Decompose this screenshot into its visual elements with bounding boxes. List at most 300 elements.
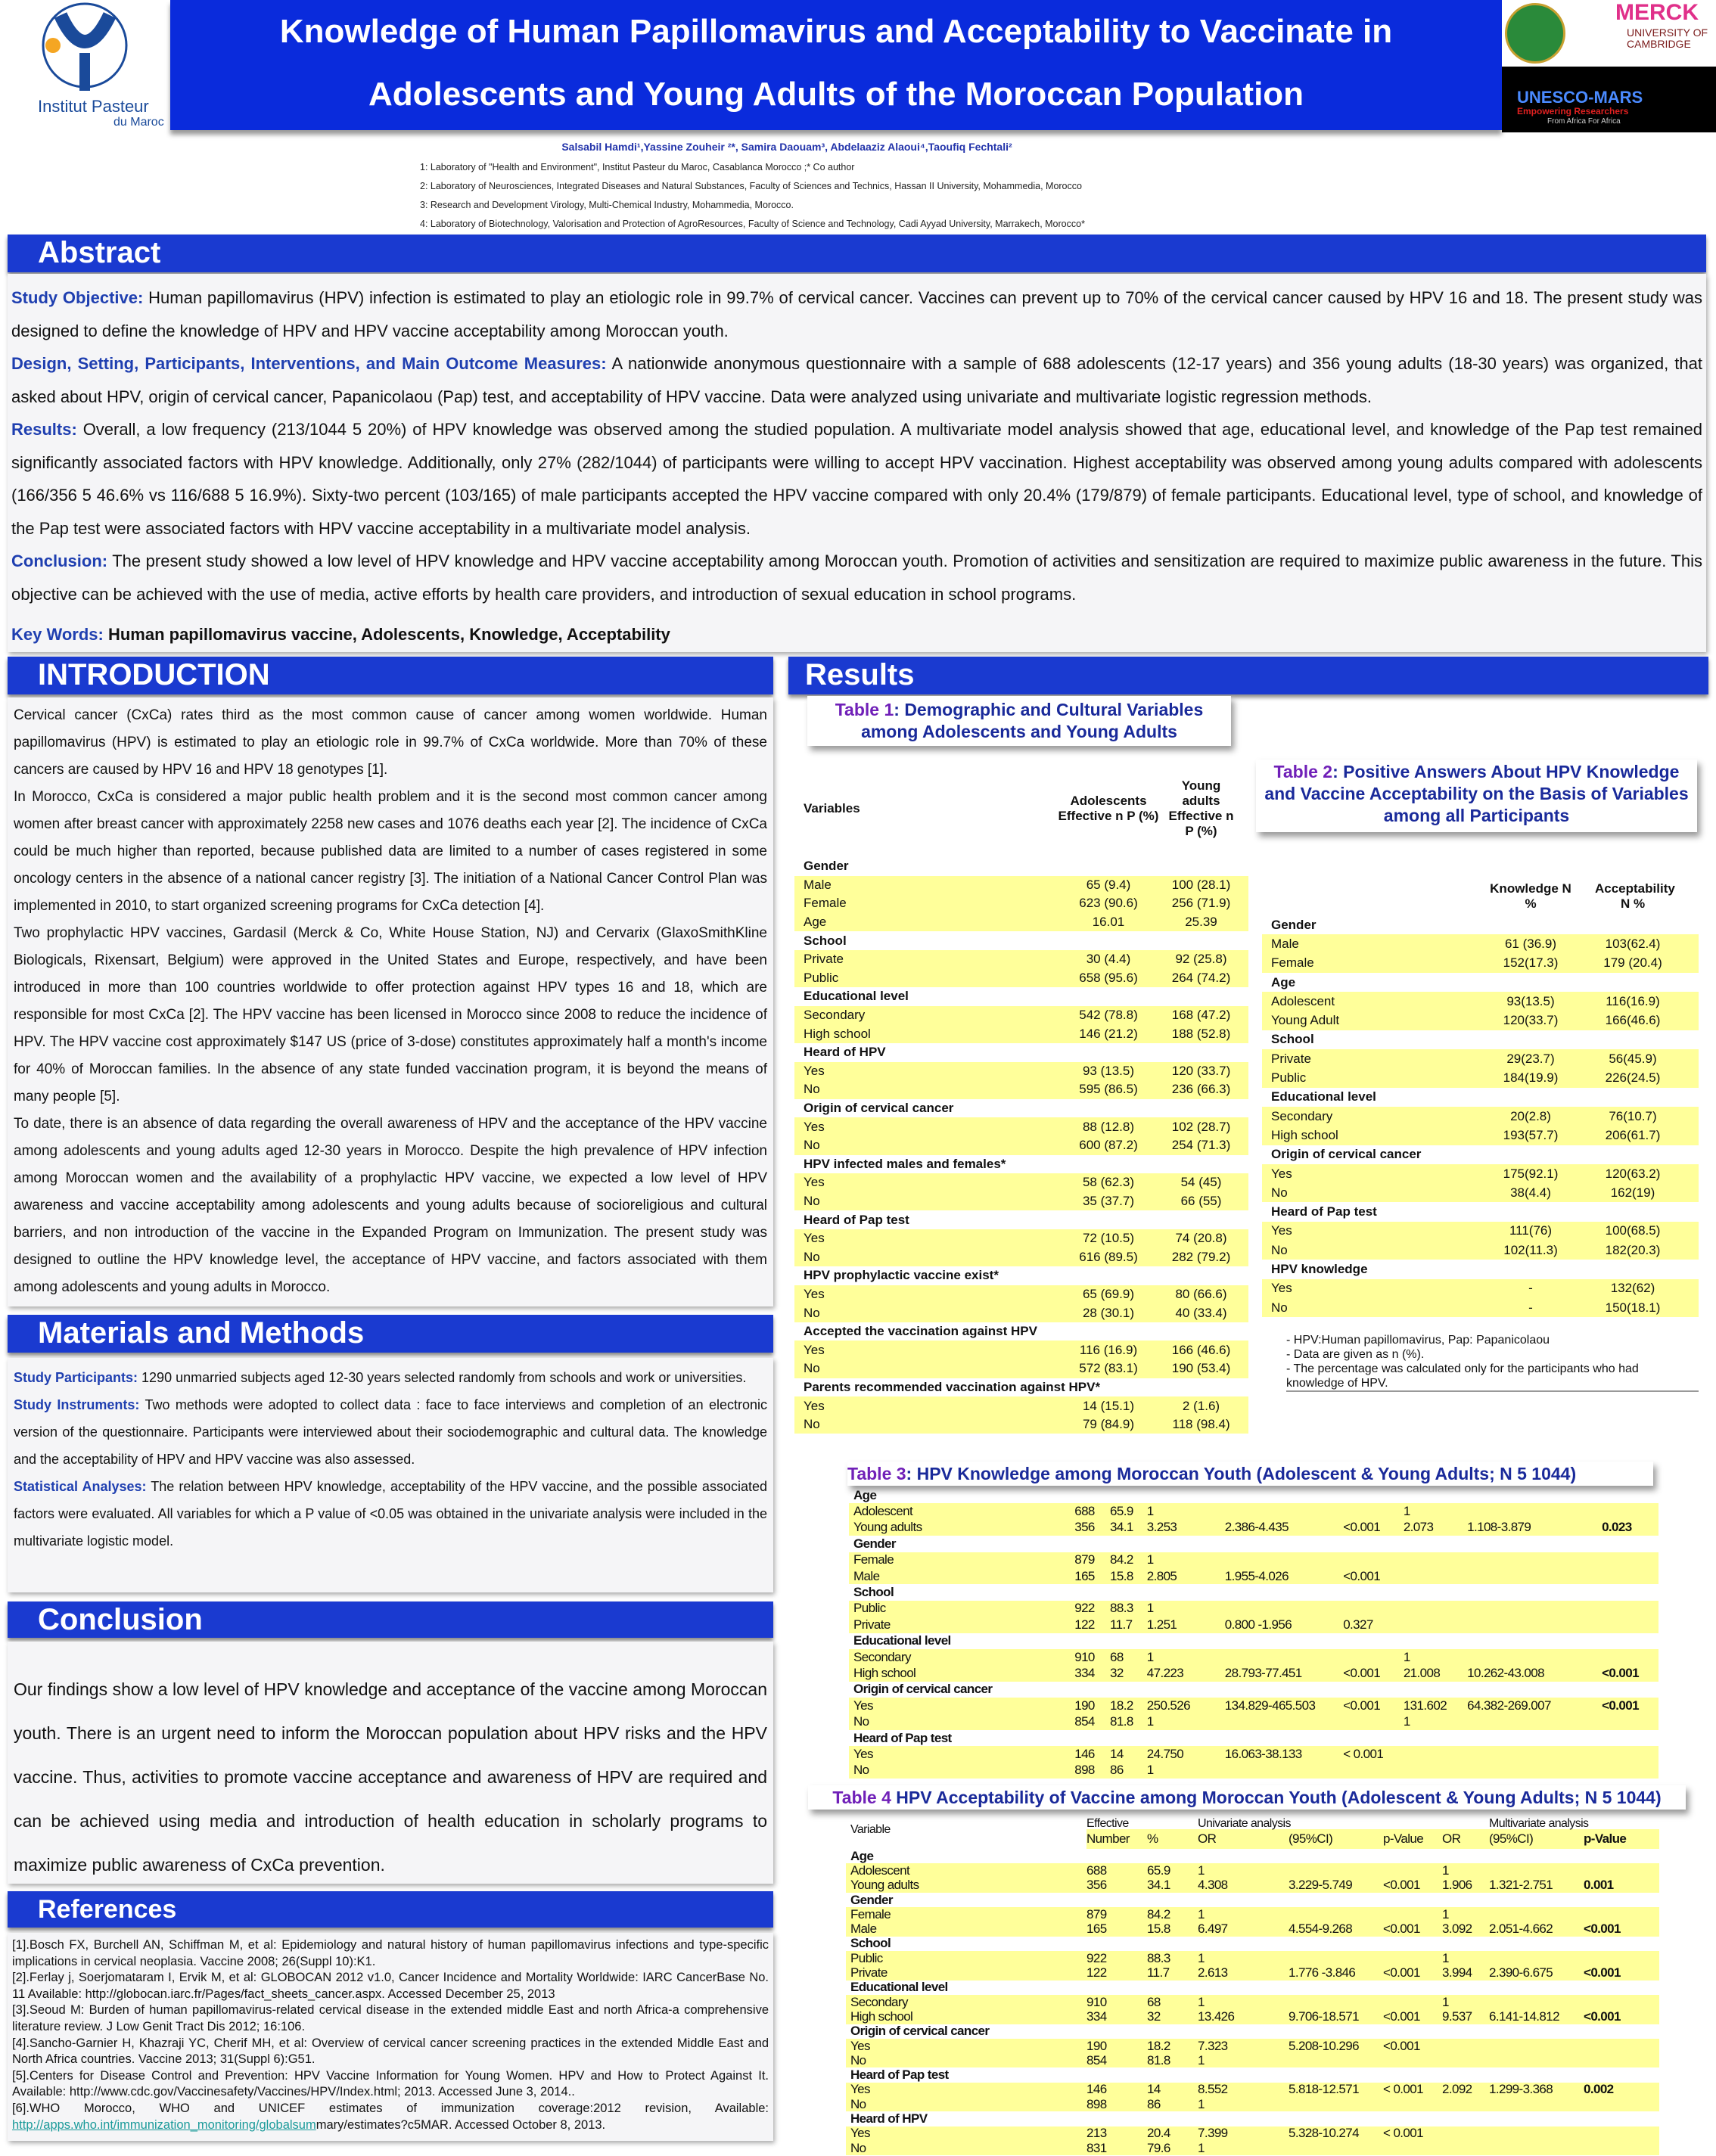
- table-row: [1262, 1068, 1699, 1087]
- table-cell: 68: [1147, 1994, 1161, 2009]
- reference-item: [5].Centers for Disease Control and Prevention: HPV Vaccine Information for Young Women. HPV and How to Protect Against It. Available: http://www.cdc.gov/Vaccinesafety/Vaccines/HPV/Index.html; 2013. Accessed June 3, 2014..: [12, 2068, 769, 2099]
- table-group-row: [846, 1849, 1659, 1863]
- table-cell: 0.327: [1343, 1617, 1373, 1632]
- table-cell: 282 (79.2): [1171, 1249, 1231, 1264]
- row-label: Yes: [853, 1698, 873, 1713]
- row-label: Educational level: [850, 1980, 948, 1995]
- table-cell: <0.001: [1584, 2008, 1621, 2024]
- abstract-heading: Abstract: [8, 235, 1706, 272]
- paragraph: Two prophylactic HPV vaccines, Gardasil (Merck & Co, White House Station, NJ) and Cervarix (GlaxoSmithKline Biologicals, Rixensart, Belgium) were approved in the United States and Europe, respectively, and have been introduced in more than 100 countries worldwide to offer protection against HPV types 16 and 18, which are responsible for most CxCa [2]. The HPV vaccine has been licensed in Morocco since 2008 to reduce the incidence of HPV. The HPV vaccine cost approximately $147 US (price of 3-dose) constitutes approximately half a month's income for 40% of Moroccan families. In the absence of any state funded vaccination program, it is beyond the means of many people [5].: [14, 925, 767, 1104]
- table-cell: 623 (90.6): [1079, 896, 1138, 911]
- table-row: [794, 969, 1248, 988]
- table-row: [794, 1359, 1248, 1378]
- table-row: [846, 2141, 1659, 2155]
- table-cell: 1: [1403, 1649, 1410, 1664]
- row-label: Yes: [804, 1175, 825, 1190]
- table-row: [1262, 1222, 1699, 1241]
- row-label: Yes: [853, 1746, 873, 1761]
- row-label: Public: [853, 1601, 886, 1616]
- table-cell: (95%CI): [1489, 1831, 1534, 1846]
- table-row: [1262, 1279, 1699, 1298]
- table-row: [849, 1649, 1658, 1665]
- row-label: Heard of HPV: [804, 1045, 886, 1060]
- table-cell: 688: [1086, 1862, 1107, 1878]
- table-cell: 166(46.6): [1605, 1013, 1661, 1028]
- table-cell: 6.497: [1198, 1921, 1228, 1937]
- table-cell: <0.001: [1343, 1665, 1381, 1680]
- reference-item: [4].Sancho-Garnier H, Khazraji YC, Cherif MH, et al: Overview of cervical cancer screening practices in the extended Middle East and North Africa countries. Vaccine 2013; 31(Suppl 6):G51.: [12, 2036, 769, 2067]
- table-cell: 34.1: [1147, 1878, 1170, 1893]
- table4-header-top: Variable Effective Univariate analysis Multivariate analysis: [850, 1817, 1589, 1836]
- table-cell: 14 (15.1): [1082, 1398, 1135, 1413]
- table-row: [846, 1951, 1659, 1965]
- table-group-row: [794, 857, 1248, 876]
- poster-title: Knowledge of Human Papillomavirus and Acceptability to Vaccinate in Adolescents and Young Adults of the Moroccan Population: [170, 0, 1502, 130]
- table-cell: <0.001: [1383, 1878, 1420, 1893]
- row-label: No: [804, 1082, 820, 1097]
- table-group-row: [1262, 1088, 1699, 1107]
- table-cell: 102 (28.7): [1171, 1119, 1231, 1134]
- table-row: [794, 894, 1248, 913]
- row-label: Heard of Pap test: [853, 1730, 952, 1745]
- table-row: [846, 1863, 1659, 1878]
- conclusion-body: Our findings show a low level of HPV knowledge and acceptance of the vaccine among Moroccan youth. There is an urgent need to inform the Moroccan population about HPV risks and the HPV vaccine. Thus, activities to promote vaccine acceptance and awareness of HPV are required and can be achieved using media and introduction of health education in scholarly programs to maximize public awareness of CxCa prevention.: [8, 1642, 773, 1884]
- table-cell: 146: [1086, 2082, 1107, 2097]
- table-cell: 184(19.9): [1503, 1070, 1559, 1086]
- table-group-row: [846, 2111, 1659, 2126]
- row-label: HPV prophylactic vaccine exist*: [804, 1268, 999, 1283]
- paragraph: In Morocco, CxCa is considered a major public health problem and it is the second most common cancer among women after breast cancer with approximately 2258 new cases and 1076 deaths each year [2]. The incidence of CxCa could be much higher than reported, because published data are limited to a number of cases registered in some oncology centers in the absence of a national cancer registry [3]. The initiation of a National Cancer Control Plan was implemented in 2010, to start organized screening programs for CxCa detection [4].: [14, 789, 767, 914]
- methods-body: [8, 1358, 773, 1592]
- table-row: [849, 1665, 1658, 1681]
- table-cell: -: [1528, 1281, 1533, 1296]
- table-cell: 0.001: [1584, 1878, 1614, 1893]
- reference-item: [2].Ferlay j, Soerjomataram I, Ervik M, et al: GLOBOCAN 2012 v1.0, Cancer Incidence and Mortality Worldwide: IARC CancerBase No. 11 Available: http://globocan.iarc.fr/Pages/fact_sheets_cancer.aspx. Accessed December 25, 2013: [12, 1971, 769, 2001]
- row-label: No: [804, 1305, 820, 1320]
- table-cell: <0.001: [1584, 1965, 1621, 1980]
- table-cell: 35 (37.7): [1082, 1193, 1135, 1208]
- table-cell: 28.793-77.451: [1224, 1665, 1302, 1680]
- table-row: [849, 1503, 1658, 1519]
- table-cell: 688: [1074, 1504, 1095, 1519]
- table-cell: 1: [1146, 1763, 1154, 1778]
- row-label: Adolescent: [1271, 993, 1335, 1008]
- table-cell: < 0.001: [1383, 2082, 1423, 2097]
- table-cell: 165: [1074, 1568, 1095, 1583]
- reference-item: [1].Bosch FX, Burchell AN, Schiffman M, et al: Epidemiology and natural history of human papillomavirus infections and type-specific implications in cervical neoplasia. Vaccine 2008; 26(Suppl 10):K1.: [12, 1938, 769, 1968]
- row-label: Male: [804, 877, 832, 892]
- table-cell: 4.554-9.268: [1289, 1921, 1353, 1937]
- table-cell: 76(10.7): [1609, 1108, 1657, 1123]
- table-cell: 10.262-43.008: [1467, 1665, 1544, 1680]
- table-cell: -: [1528, 1300, 1533, 1315]
- table-row: [849, 1617, 1658, 1633]
- table-cell: 20.4: [1147, 2126, 1170, 2141]
- table-cell: 150(18.1): [1605, 1300, 1661, 1315]
- row-label: High school: [853, 1665, 916, 1680]
- table-group-row: [846, 1980, 1659, 1995]
- table-cell: OR: [1442, 1831, 1461, 1846]
- abstract-conclusion: Conclusion: The present study showed a low level of HPV knowledge and HPV vaccine acceptability among Moroccan youth. Promotion of activities and sensitization are required to maximize public awareness in the future. This objective can be achieved with the use of media, active efforts by health care providers, and introduction of sexual education in school programs.: [11, 551, 1702, 604]
- table-cell: 111(76): [1509, 1223, 1553, 1238]
- table-cell: 1: [1403, 1714, 1410, 1729]
- table-cell: 84.2: [1110, 1552, 1133, 1567]
- table-cell: 116(16.9): [1606, 993, 1660, 1008]
- table-cell: 116 (16.9): [1079, 1342, 1138, 1357]
- table-cell: 182(20.3): [1605, 1242, 1661, 1257]
- row-label: Young adults: [853, 1520, 922, 1535]
- row-label: Private: [853, 1617, 891, 1632]
- table-cell: 47.223: [1146, 1665, 1184, 1680]
- table-cell: 66 (55): [1180, 1193, 1222, 1208]
- table-cell: 1: [1198, 1862, 1205, 1878]
- abstract-body: [8, 274, 1706, 652]
- table-row: [794, 1117, 1248, 1136]
- table-cell: 80 (66.6): [1175, 1286, 1227, 1301]
- table-cell: <0.001: [1383, 2008, 1420, 2024]
- table-cell: 190: [1086, 2038, 1107, 2053]
- table-group-row: [794, 1210, 1248, 1229]
- abstract-design: Design, Setting, Participants, Interventions, and Main Outcome Measures: A nationwide anonymous questionnaire with a sample of 688 adolescents (12-17 years) and 356 young adults (18-30 years) was organized, that asked about HPV, origin of cervical cancer, Papanicolaou (Pap) test, and acceptability of HPV vaccine. Data were analyzed using univariate and multivariate logistic regression methods.: [11, 354, 1702, 406]
- row-label: Origin of cervical cancer: [853, 1682, 993, 1697]
- table-cell: 193(57.7): [1503, 1127, 1559, 1142]
- row-label: Yes: [804, 1398, 825, 1413]
- row-label: No: [804, 1361, 820, 1376]
- table-cell: < 0.001: [1343, 1746, 1384, 1761]
- table-cell: 1: [1198, 1950, 1205, 1965]
- table-cell: 20(2.8): [1510, 1108, 1551, 1123]
- table-cell: 1: [1146, 1601, 1154, 1616]
- table-cell: 1: [1146, 1552, 1154, 1567]
- abstract-objective: Study Objective: Human papillomavirus (HPV) infection is estimated to play an etiologic role in 99.7% of cervical cancer. Vaccines can prevent up to 70% of the cervical cancer caused by HPV 16 and 18. The present study was designed to define the knowledge of HPV and HPV vaccine acceptability among Moroccan youth.: [11, 288, 1703, 340]
- table-cell: <0.001: [1383, 1965, 1420, 1980]
- table-cell: 595 (86.5): [1079, 1082, 1138, 1097]
- table-cell: 54 (45): [1180, 1175, 1222, 1190]
- row-label: Heard of Pap test: [804, 1212, 909, 1227]
- table1-header: Variables Adolescents Effective n P (%) Young adults Effective n P (%): [804, 778, 1234, 838]
- table-cell: <0.001: [1584, 1921, 1621, 1937]
- table-cell: 32: [1110, 1665, 1124, 1680]
- row-label: Gender: [850, 1892, 893, 1907]
- table-cell: 254 (71.3): [1171, 1138, 1231, 1153]
- table-cell: 65.9: [1147, 1862, 1170, 1878]
- table-cell: 264 (74.2): [1171, 970, 1231, 985]
- table-cell: 15.8: [1147, 1921, 1170, 1937]
- row-label: Secondary: [1271, 1108, 1333, 1123]
- table-cell: 1: [1146, 1714, 1154, 1729]
- table-row: [849, 1601, 1658, 1617]
- table-cell: 1: [1198, 1994, 1205, 2009]
- row-label: Yes: [1271, 1281, 1292, 1296]
- table-group-row: [1262, 915, 1699, 934]
- table-cell: p-Value: [1383, 1831, 1424, 1846]
- row-label: HPV knowledge: [1271, 1261, 1368, 1276]
- table-cell: 13.426: [1198, 2008, 1235, 2024]
- table-cell: 1: [1442, 1906, 1449, 1921]
- row-label: HPV infected males and females*: [804, 1156, 1006, 1171]
- table-cell: 542 (78.8): [1079, 1008, 1138, 1023]
- table-group-row: [849, 1584, 1658, 1600]
- table-cell: 131.602: [1403, 1698, 1447, 1713]
- table-row: [794, 1341, 1248, 1359]
- table-cell: 65 (69.9): [1082, 1286, 1135, 1301]
- table-group-row: [1262, 1202, 1699, 1221]
- table-cell: p-Value: [1584, 1831, 1627, 1846]
- row-label: Yes: [804, 1286, 825, 1301]
- table-row: [794, 1229, 1248, 1248]
- table-cell: 162(19): [1610, 1185, 1655, 1200]
- table-cell: OR: [1198, 1831, 1217, 1846]
- table-group-row: [794, 1155, 1248, 1174]
- table-cell: 120 (33.7): [1171, 1063, 1231, 1078]
- table-row: [1262, 1049, 1699, 1068]
- table-row: [849, 1746, 1658, 1762]
- table-cell: 100(68.5): [1605, 1223, 1661, 1238]
- row-label: Adolescent: [850, 1862, 910, 1878]
- table-cell: 910: [1086, 1994, 1107, 2009]
- table2-title: Table 2: Positive Answers About HPV Knowledge and Vaccine Acceptability on the Basis of Variables among all Participants: [1256, 760, 1697, 832]
- results-heading: Results: [788, 657, 1708, 694]
- affiliation: 3: Research and Development Virology, Multi-Chemical Industry, Mohammedia, Morocco.: [420, 200, 794, 210]
- table-cell: 28 (30.1): [1082, 1305, 1135, 1320]
- table-row: [1262, 1183, 1699, 1202]
- table-row: [794, 1396, 1248, 1415]
- table-cell: 16.063-38.133: [1224, 1746, 1302, 1761]
- table-row: [1262, 1126, 1699, 1145]
- table-row: [846, 2053, 1659, 2067]
- row-label: Young Adult: [1271, 1013, 1340, 1028]
- row-label: No: [1271, 1300, 1288, 1315]
- table-cell: 9.706-18.571: [1289, 2008, 1359, 2024]
- table-cell: 74 (20.8): [1175, 1231, 1227, 1246]
- table-cell: 831: [1086, 2140, 1107, 2155]
- table-group-row: [849, 1536, 1658, 1552]
- table-row: [794, 950, 1248, 969]
- table-cell: 38(4.4): [1510, 1185, 1551, 1200]
- row-label: Age: [850, 1848, 874, 1863]
- table-cell: 879: [1086, 1906, 1107, 1921]
- table-cell: 32: [1147, 2008, 1161, 2024]
- table-cell: 84.2: [1147, 1906, 1170, 1921]
- table-cell: 2 (1.6): [1182, 1398, 1220, 1413]
- table-row: [794, 1192, 1248, 1211]
- table-row: [794, 1285, 1248, 1304]
- table-row: [846, 1921, 1659, 1936]
- row-label: Male: [1271, 936, 1299, 951]
- table2-header: Knowledge N % Acceptability N %: [1490, 881, 1675, 911]
- table-cell: 15.8: [1110, 1568, 1133, 1583]
- table-cell: 79 (84.9): [1082, 1417, 1135, 1432]
- table2: [1262, 878, 1699, 1317]
- table-cell: 0.002: [1584, 2082, 1614, 2097]
- table-cell: 179 (20.4): [1603, 955, 1662, 971]
- table-group-row: [794, 987, 1248, 1006]
- row-label: Gender: [804, 859, 849, 874]
- table-cell: 1.955-4.026: [1224, 1568, 1289, 1583]
- table-row: [1262, 1241, 1699, 1260]
- row-label: Secondary: [853, 1649, 911, 1664]
- table-cell: 30 (4.4): [1086, 952, 1131, 967]
- row-label: Yes: [850, 2126, 870, 2141]
- table-group-row: [846, 2024, 1659, 2039]
- table-group-row: [794, 1266, 1248, 1285]
- row-label: Educational level: [853, 1633, 951, 1648]
- table-row: [794, 1136, 1248, 1155]
- paragraph: To date, there is an absence of data regarding the overall awareness of HPV and the acceptance of the HPV vaccine among adolescents and young adults aged 12-30 years in Morocco. Despite the high prevalence of HPV infection among Moroccan women and the availability of a prophylactic HPV vaccine, we expected a low level of HPV awareness and vaccine acceptability among adolescents and young adults because of socioreligious and cultural barriers, and non introduction of the vaccine in the Expanded Program on Immunization. The present study was designed to outline the HPV knowledge level, the acceptance of HPV vaccine, and factors associated with them among adolescents and young adults in Morocco.: [14, 1116, 767, 1295]
- table-cell: < 0.001: [1383, 2126, 1423, 2141]
- table-cell: 122: [1074, 1617, 1095, 1632]
- row-label: Age: [853, 1487, 877, 1502]
- row-label: Parents recommended vaccination against HPV*: [804, 1379, 1101, 1394]
- statistical-analyses: Statistical Analyses: The relation between HPV knowledge, acceptability of the HPV vaccine, and the possible associated factors were evaluated. All variables for which a P value of <0.05 was obtained in the univariate analysis were included in the multivariate logistic model.: [14, 1479, 767, 1549]
- affiliation: 1: Laboratory of "Health and Environment", Institut Pasteur du Maroc, Casablanca Morocco ;* Co author: [420, 162, 855, 172]
- study-participants: Study Participants: 1290 unmarried subjects aged 12-30 years selected randomly from schools and work or universities.: [14, 1370, 747, 1385]
- table-row: [1262, 934, 1699, 953]
- row-label: Yes: [850, 2038, 870, 2053]
- table-cell: 1: [1442, 1862, 1449, 1878]
- table-cell: 81.8: [1147, 2052, 1170, 2067]
- table-row: [1262, 1011, 1699, 1030]
- table-cell: 1.108-3.879: [1467, 1520, 1531, 1535]
- table-cell: 1: [1198, 2140, 1205, 2155]
- table-cell: 34.1: [1110, 1520, 1133, 1535]
- table-cell: 88.3: [1110, 1601, 1133, 1616]
- table-group-row: [846, 2067, 1659, 2082]
- table-cell: 11.7: [1147, 1965, 1170, 1980]
- table-cell: 16.01: [1092, 915, 1125, 930]
- affiliation: 4: Laboratory of Biotechnology, Valorisation and Protection of AgroResources, Faculty of Science and Technology, Cadi Ayyad University, Marrakech, Morocco*: [420, 219, 1085, 229]
- table-cell: 86: [1147, 2096, 1161, 2111]
- table-cell: 898: [1086, 2096, 1107, 2111]
- table-cell: 132(62): [1610, 1281, 1655, 1296]
- table-cell: 356: [1086, 1878, 1107, 1893]
- table-cell: 29(23.7): [1506, 1051, 1555, 1066]
- table-cell: 88.3: [1147, 1950, 1170, 1965]
- row-label: No: [850, 2096, 866, 2111]
- row-label: No: [850, 2052, 866, 2067]
- table-cell: <0.001: [1602, 1665, 1639, 1680]
- reference-link[interactable]: http://apps.who.int/immunization_monitoring/globalsum: [12, 2117, 316, 2132]
- table-cell: 190: [1074, 1698, 1095, 1713]
- table4: [846, 1819, 1659, 2155]
- references-list: [8, 1933, 773, 2141]
- row-label: Male: [850, 1921, 877, 1937]
- abstract-results: Results: Overall, a low frequency (213/1044 5 20%) of HPV knowledge was observed among the studied population. A multivariate model analysis showed that age, educational level, and knowledge of the Pap test remained significantly associated factors with HPV knowledge. Additionally, only 27% (282/1044) of participants were willing to accept HPV vaccination. Highest acceptability was observed among young adults compared with adolescents (166/356 5 46.6% vs 116/688 5 16.9%). Sixty-two percent (103/165) of male participants accepted the HPV vaccine compared with only 20.4% (179/879) of female participants. Educational level, type of school, and knowledge of the Pap test were associated factors with HPV vaccine acceptability in a multivariate model analysis.: [11, 420, 1702, 538]
- row-label: Yes: [804, 1231, 825, 1246]
- table-cell: 64.382-269.007: [1467, 1698, 1551, 1713]
- table-cell: 226(24.5): [1605, 1070, 1661, 1086]
- row-label: High school: [850, 2008, 913, 2024]
- table-cell: 11.7: [1110, 1617, 1133, 1632]
- table-cell: 118 (98.4): [1172, 1417, 1230, 1432]
- table-cell: <0.001: [1383, 2038, 1420, 2053]
- table-cell: 103(62.4): [1605, 936, 1661, 951]
- table-cell: 92 (25.8): [1175, 952, 1227, 967]
- table-cell: 1: [1403, 1504, 1410, 1519]
- table2-notes: - HPV:Human papillomavirus, Pap: Papanicolaou - Data are given as n (%). - The percentage was calculated only for the participants who had knowledge of HPV.: [1286, 1333, 1699, 1392]
- row-label: No: [804, 1138, 820, 1153]
- table-cell: 88 (12.8): [1082, 1119, 1135, 1134]
- reference-item: [6].WHO Morocco, WHO and UNICEF estimates of immunization coverage:2012 revision, Available: http://apps.who.int/immunization_monitoring/globalsummary/estimates?c5MAR. Accessed October 8, 2013.: [12, 2101, 769, 2132]
- row-label: Private: [1271, 1051, 1311, 1066]
- table-cell: 2.390-6.675: [1489, 1965, 1553, 1980]
- introduction-heading: INTRODUCTION: [8, 657, 773, 694]
- table4-title: Table 4 HPV Acceptability of Vaccine among Moroccan Youth (Adolescent & Young Adults; N 5 1044): [808, 1785, 1686, 1810]
- paragraph: Cervical cancer (CxCa) rates third as the most common cause of cancer among women worldwide. Human papillomavirus (HPV) is estimated to play an etiologic role in 99.7% of CxCa worldwide. More than 70% of these cancers are caused by HPV 16 and HPV 18 genotypes [1].: [14, 707, 767, 778]
- table-cell: 8.552: [1198, 2082, 1228, 2097]
- table-row: [849, 1552, 1658, 1568]
- table-row: [849, 1568, 1658, 1584]
- table-cell: 879: [1074, 1552, 1095, 1567]
- table-group-row: [1262, 1260, 1699, 1278]
- row-label: No: [850, 2140, 866, 2155]
- sponsor-logos: MERCK UNIVERSITY OF CAMBRIDGE UNESCO-MARS Empowering Researchers From Africa For Africa: [1502, 0, 1716, 132]
- table-group-row: [794, 931, 1248, 950]
- table-cell: 854: [1074, 1714, 1095, 1729]
- table-cell: 65 (9.4): [1086, 877, 1131, 892]
- table-cell: 24.750: [1146, 1746, 1184, 1761]
- row-label: Origin of cervical cancer: [1271, 1147, 1422, 1162]
- table-cell: 334: [1086, 2008, 1107, 2024]
- row-label: Heard of Pap test: [850, 2067, 949, 2083]
- table-row: [794, 1024, 1248, 1043]
- table-cell: 166 (46.6): [1171, 1342, 1231, 1357]
- table-cell: 146 (21.2): [1079, 1026, 1138, 1041]
- table-cell: 190 (53.4): [1171, 1361, 1231, 1376]
- table-row: [1262, 1107, 1699, 1126]
- table-row: [846, 2097, 1659, 2111]
- table-cell: 2.613: [1198, 1965, 1228, 1980]
- table-cell: 3.994: [1442, 1965, 1472, 1980]
- table-group-row: [849, 1730, 1658, 1746]
- table-cell: 93(13.5): [1506, 993, 1555, 1008]
- row-label: Yes: [804, 1119, 825, 1134]
- table-cell: 72 (10.5): [1082, 1231, 1135, 1246]
- table-cell: 102(11.3): [1503, 1242, 1558, 1257]
- table-row: [846, 2039, 1659, 2053]
- row-label: School: [853, 1585, 894, 1600]
- table-cell: 854: [1086, 2052, 1107, 2067]
- table-cell: 1: [1146, 1504, 1154, 1519]
- table-cell: 3.253: [1146, 1520, 1177, 1535]
- table-cell: 1: [1146, 1649, 1154, 1664]
- table-group-row: [1262, 973, 1699, 992]
- table-cell: 25.39: [1185, 915, 1217, 930]
- row-label: School: [1271, 1032, 1314, 1047]
- table-cell: 4.308: [1198, 1878, 1228, 1893]
- table-cell: 165: [1086, 1921, 1107, 1937]
- table-row: [846, 2083, 1659, 2097]
- affiliation: 2: Laboratory of Neurosciences, Integrated Diseases and Natural Substances, Faculty of Sciences and Technics, Hassan II University, Mohammedia, Morocco: [420, 181, 1082, 191]
- table-cell: 600 (87.2): [1079, 1138, 1138, 1153]
- table-cell: 334: [1074, 1665, 1095, 1680]
- table-group-row: [849, 1487, 1658, 1503]
- table-cell: 616 (89.5): [1079, 1249, 1138, 1264]
- table-cell: 1.776 -3.846: [1289, 1965, 1356, 1980]
- row-label: Public: [804, 970, 839, 985]
- table-cell: 56(45.9): [1609, 1051, 1657, 1066]
- table-cell: 14: [1110, 1746, 1124, 1761]
- table-row: [849, 1520, 1658, 1536]
- row-label: Private: [850, 1965, 888, 1980]
- row-label: Secondary: [850, 1994, 908, 2009]
- row-label: No: [804, 1193, 820, 1208]
- table-cell: 236 (66.3): [1171, 1082, 1231, 1097]
- table-cell: 1.251: [1146, 1617, 1177, 1632]
- table-row: [1262, 1164, 1699, 1183]
- table-cell: 18.2: [1147, 2038, 1170, 2053]
- table-cell: 213: [1086, 2126, 1107, 2141]
